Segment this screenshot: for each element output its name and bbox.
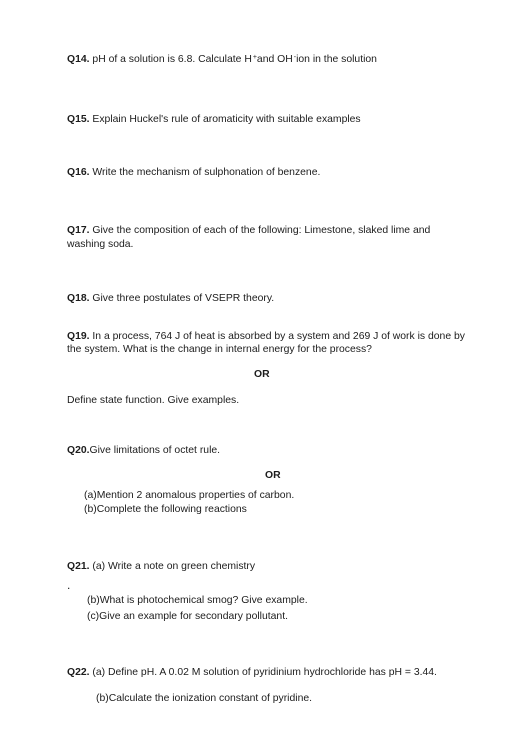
question-number: Q21. <box>67 561 90 572</box>
or-separator: OR <box>254 369 270 380</box>
question-21-part-c: (c)Give an example for secondary pollutant. <box>87 611 288 622</box>
question-22 <box>67 666 437 680</box>
question-19-alt: Define state function. Give examples. <box>67 395 240 406</box>
question-text: pH of a solution is 6.8. Calculate H <box>89 54 252 65</box>
question-text: In a process, 764 J of heat is absorbed by a system and 269 J of work is done by <box>89 331 465 342</box>
question-20 <box>67 444 220 458</box>
question-number: Q17. <box>67 225 90 236</box>
question-text: (a) Write a note on green chemistry <box>89 561 256 572</box>
question-number: Q16. <box>67 167 90 178</box>
question-number: Q18. <box>67 293 90 304</box>
question-text: Give three postulates of VSEPR theory. <box>89 293 275 304</box>
question-20-part-a: (a)Mention 2 anomalous properties of carbon. <box>84 490 295 501</box>
question-text-end: ion in the solution <box>296 54 377 65</box>
question-18 <box>67 292 274 306</box>
or-separator: OR <box>265 470 281 481</box>
stray-dot: . <box>67 578 71 592</box>
question-text: Give the composition of each of the following: Limestone, slaked lime and <box>89 225 431 236</box>
superscript-plus: + <box>252 54 257 61</box>
question-19 <box>67 330 465 344</box>
question-21 <box>67 560 255 574</box>
question-16 <box>67 166 320 180</box>
question-14 <box>67 53 377 68</box>
question-text: (a) Define pH. A 0.02 M solution of pyridinium hydrochloride has pH = 3.44. <box>89 667 437 678</box>
question-number: Q20. <box>67 445 90 456</box>
question-15 <box>67 113 361 127</box>
question-text: Write the mechanism of sulphonation of benzene. <box>89 167 321 178</box>
question-number: Q19. <box>67 331 90 342</box>
question-text: Give limitations of octet rule. <box>89 445 221 456</box>
question-17 <box>67 224 430 238</box>
question-number: Q15. <box>67 114 90 125</box>
superscript-minus: - <box>293 54 297 61</box>
question-17-line2: washing soda. <box>67 239 134 250</box>
question-text: Explain Huckel's rule of aromaticity with suitable examples <box>89 114 361 125</box>
question-20-part-b: (b)Complete the following reactions <box>84 504 247 515</box>
question-21-part-b: (b)What is photochemical smog? Give example. <box>87 595 308 606</box>
question-19-line2: the system. What is the change in internal energy for the process? <box>67 344 372 355</box>
question-22-part-b: (b)Calculate the ionization constant of pyridine. <box>96 693 313 704</box>
question-number: Q14. <box>67 54 90 65</box>
question-number: Q22. <box>67 667 90 678</box>
question-text-cont: and OH <box>256 54 293 65</box>
